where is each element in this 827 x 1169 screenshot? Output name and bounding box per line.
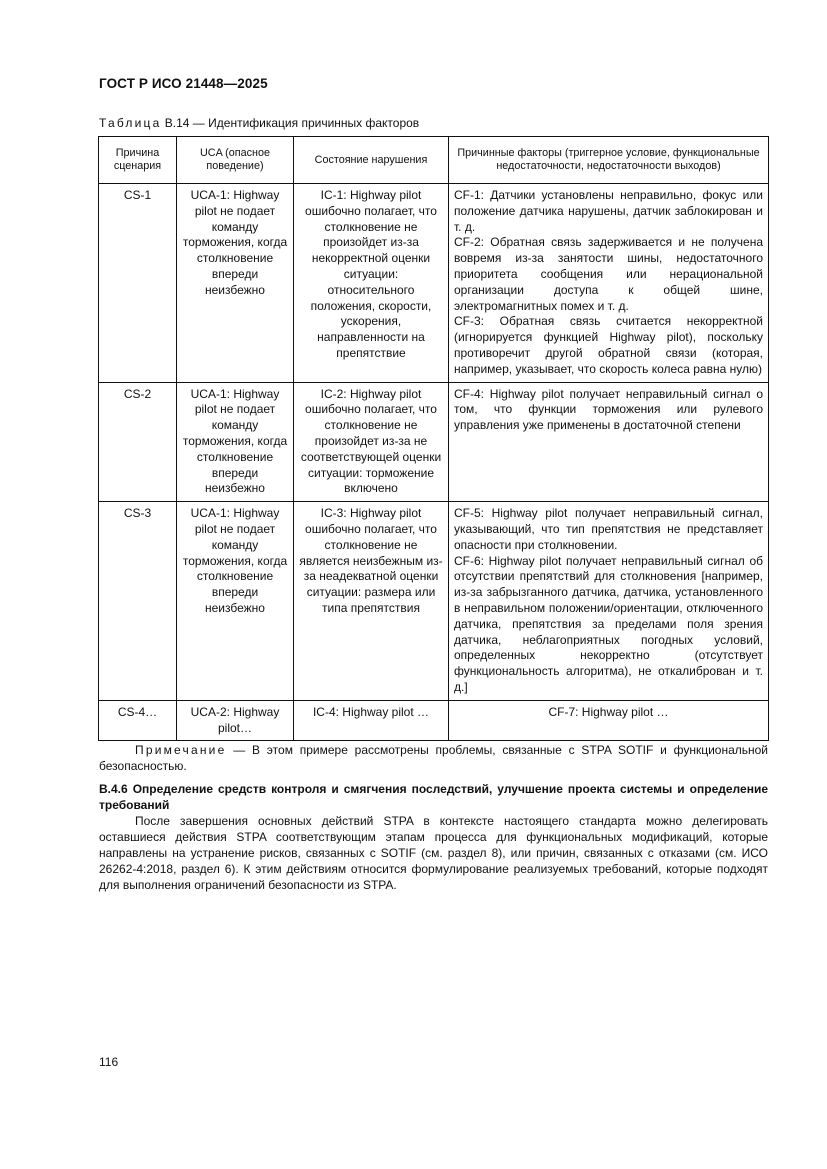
cell-state: IC-3: Highway pilot ошибочно полагает, что столкновение не является неизбежным из-за неадекватной оценки ситуации: размера или типа препятствия — [294, 502, 449, 701]
cell-uca: UCA-1: Highway pilot не подает команду торможения, когда столкновение впереди неизбежно — [177, 502, 294, 701]
factor-item: CF-3: Обратная связь считается некорректной (игнорируется функцией Highway pilot), поскольку противоречит другой обратной связи (которая, например, указывает, что скорость колеса равна нулю) — [454, 314, 763, 376]
section-paragraph: После завершения основных действий STPA в контексте настоящего стандарта можно делегировать оставшиеся действия STPA соответствующим этапам процесса для функциональных модификаций, которые направлены на устранение рисков, связанных с SOTIF (см. раздел 8), или причин, связанных с отказами (см. ИСО 26262-4:2018, раздел 6). К этим действиям относится формулирование реализуемых требований, которые подходят для выполнения ограничений безопасности из STPA. — [99, 814, 768, 892]
document-header: ГОСТ Р ИСО 21448—2025 — [99, 76, 268, 91]
table-row — [99, 184, 769, 383]
factor-item: CF-2: Обратная связь задерживается и не получена вовремя из-за занятости шины, недостаточного приоритета сообщения или нерациональной организации доступа к общей шине, электромагнитных помех и т. д. — [454, 235, 763, 313]
cell-factors: CF-7: Highway pilot … — [449, 700, 769, 741]
page-number: 116 — [99, 1055, 119, 1069]
cell-uca: UCA-1: Highway pilot не подает команду торможения, когда столкновение впереди неизбежно — [177, 382, 294, 502]
header-factors: Причинные факторы (триггерное условие, функциональные недостаточности, недостаточности выходов) — [449, 137, 769, 184]
header-scenario: Причина сценария — [99, 137, 177, 184]
cell-state: IC-1: Highway pilot ошибочно полагает, что столкновение не произойдет из-за некорректной оценки ситуации: относительного положения, скорости, ускорения, направленности на препятствие — [294, 184, 449, 383]
note-text: — В этом примере рассмотрены проблемы, связанные с STPA SOTIF и функциональной безопасностью. — [99, 743, 768, 773]
cell-scenario: CS-3 — [99, 502, 177, 701]
cell-factors — [449, 502, 769, 701]
header-state: Состояние нарушения — [294, 137, 449, 184]
cell-state: IC-4: Highway pilot … — [294, 700, 449, 741]
cell-scenario: CS-2 — [99, 382, 177, 502]
table-row — [99, 502, 769, 701]
factor-item: CF-5: Highway pilot получает неправильный сигнал, указывающий, что тип препятствия не представляет опасности при столкновении. — [454, 506, 763, 552]
table-row — [99, 700, 769, 741]
cell-state: IC-2: Highway pilot ошибочно полагает, что столкновение не произойдет из-за не соответствующей оценки ситуации: торможение включено — [294, 382, 449, 502]
cell-scenario: CS-4… — [99, 700, 177, 741]
table-header-row — [99, 137, 769, 184]
table-row — [99, 382, 769, 502]
factor-item: CF-1: Датчики установлены неправильно, фокус или положение датчика нарушены, датчик заблокирован и т. д. — [454, 188, 763, 234]
causal-factors-table — [98, 136, 769, 741]
note-label: Примечание — [135, 743, 227, 757]
cell-factors — [449, 382, 769, 502]
cell-scenario: CS-1 — [99, 184, 177, 383]
factor-item: CF-6: Highway pilot получает неправильный сигнал об отсутствии препятствий для столкновения [например, из-за забрызганного датчика, датчика, установленного в неправильном положении/ориентации, отключенного датчика, препятствия за пределами поля зрения датчика, неблагоприятных погодных условий, определенных некорректно (отсутствует функциональность алгоритма), не откалиброван и т. д.] — [454, 553, 763, 694]
factor-item: CF-4: Highway pilot получает неправильный сигнал о том, что функции торможения или рулевого управления уже применены в достаточной степени — [454, 386, 763, 433]
table-caption-label: Таблица — [99, 116, 162, 130]
table-note — [99, 742, 768, 774]
cell-uca: UCA-1: Highway pilot не подает команду торможения, когда столкновение впереди неизбежно — [177, 184, 294, 383]
cell-uca: UCA-2: Highway pilot… — [177, 700, 294, 741]
table-caption — [99, 116, 419, 130]
header-uca: UCA (опасное поведение) — [177, 137, 294, 184]
cell-factors — [449, 184, 769, 383]
section-heading: B.4.6 Определение средств контроля и смягчения последствий, улучшение проекта системы и определение требований — [99, 782, 768, 812]
table-caption-title: B.14 — Идентификация причинных факторов — [161, 116, 420, 130]
